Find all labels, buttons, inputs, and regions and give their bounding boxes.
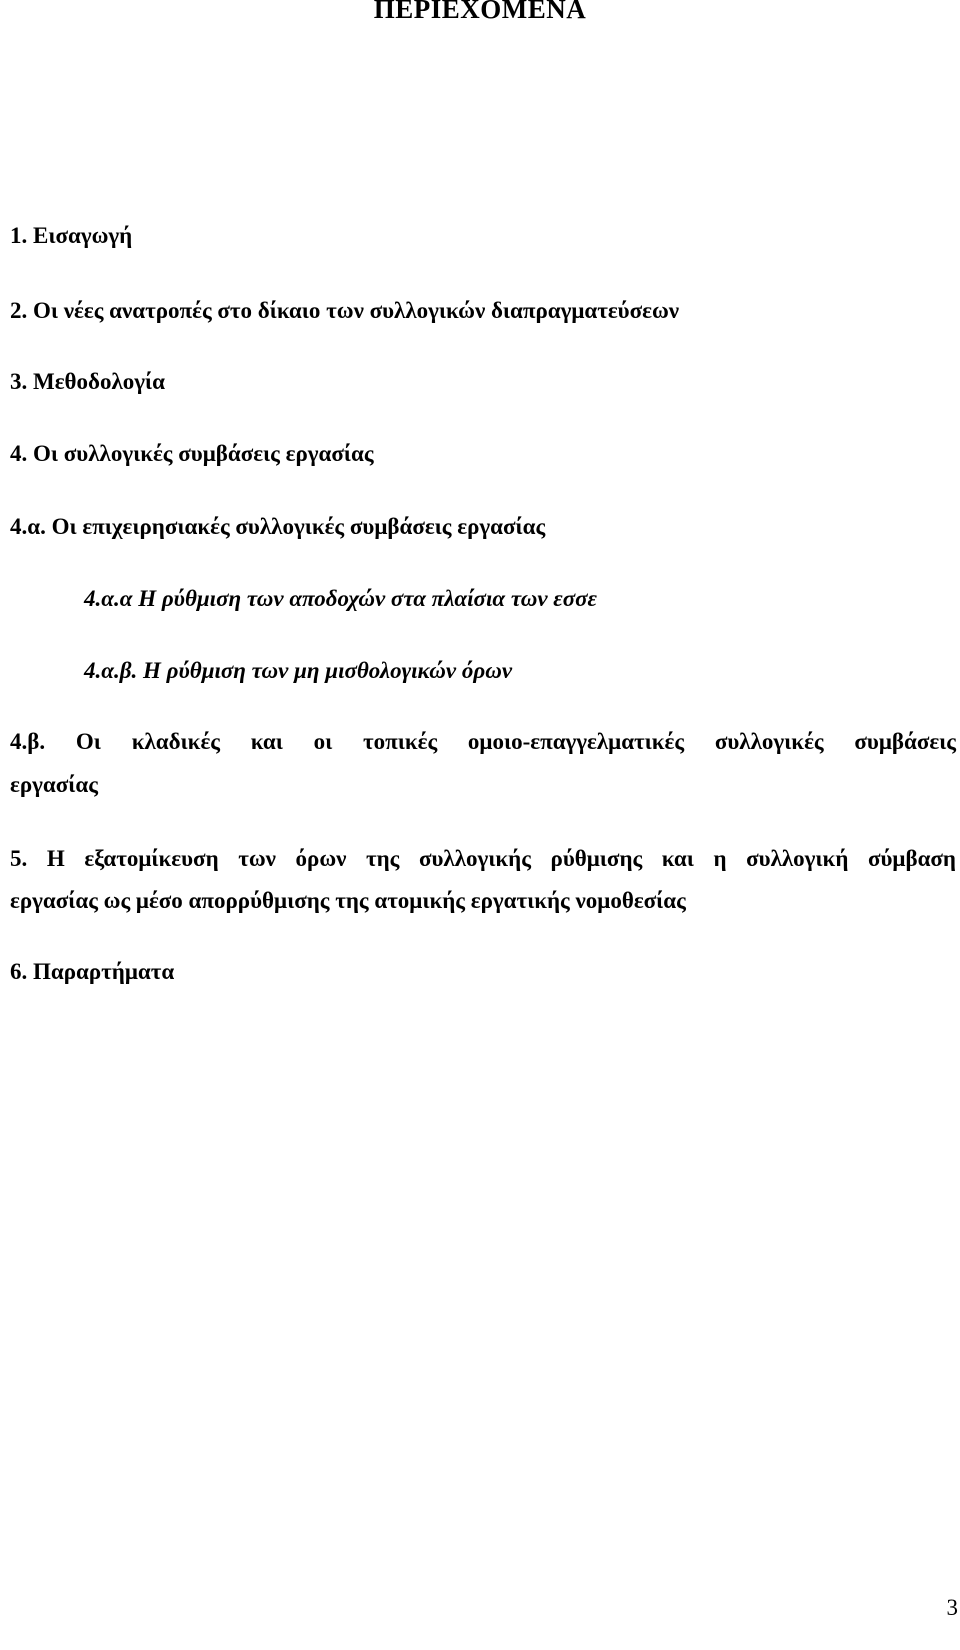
toc-entry-non-wage-terms[interactable]: 4.α.β. Η ρύθμιση των μη μισθολογικών όρων	[84, 658, 513, 683]
toc-entry-introduction[interactable]: 1. Εισαγωγή	[10, 223, 133, 248]
toc-entry-sectoral-agreements[interactable]: 4.β. Οι κλαδικές και οι τοπικές ομοιο-επαγγελματικές συλλογικές συμβάσεις	[10, 729, 956, 754]
page-title: ΠΕΡΙΕΧΟΜΕΝΑ	[373, 0, 587, 24]
toc-entry-individualization-cont[interactable]: εργασίας ως μέσο απορρύθμισης της ατομικής εργατικής νομοθεσίας	[10, 888, 686, 913]
toc-entry-collective-agreements[interactable]: 4. Οι συλλογικές συμβάσεις εργασίας	[10, 441, 374, 466]
toc-entry-new-reversals[interactable]: 2. Οι νέες ανατροπές στο δίκαιο των συλλογικών διαπραγματεύσεων	[10, 298, 680, 323]
toc-entry-methodology[interactable]: 3. Μεθοδολογία	[10, 369, 166, 394]
page-number: 3	[946, 1595, 958, 1620]
toc-entry-sectoral-agreements-cont[interactable]: εργασίας	[10, 772, 98, 797]
toc-entry-appendices[interactable]: 6. Παραρτήματα	[10, 959, 175, 984]
toc-entry-wage-regulation[interactable]: 4.α.α Η ρύθμιση των αποδοχών στα πλαίσια των εσσε	[84, 586, 597, 611]
toc-entry-individualization[interactable]: 5. Η εξατομίκευση των όρων της συλλογικής ρύθμισης και η συλλογική σύμβαση	[10, 846, 956, 871]
toc-entry-enterprise-agreements[interactable]: 4.α. Οι επιχειρησιακές συλλογικές συμβάσεις εργασίας	[10, 514, 546, 539]
